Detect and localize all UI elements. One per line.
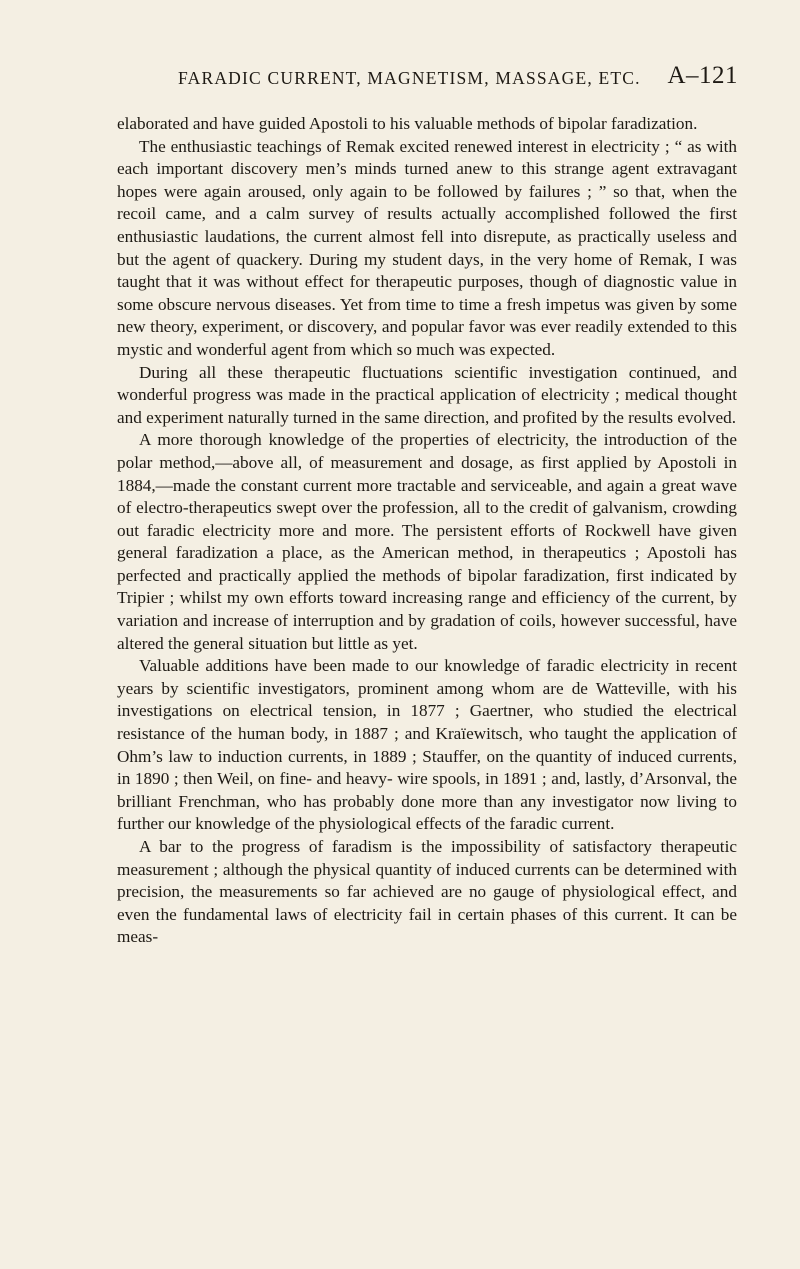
running-title: FARADIC CURRENT, MAGNETISM, MASSAGE, ETC. <box>178 68 641 88</box>
paragraph: elaborated and have guided Apostoli to his valuable methods of bipolar faradization. <box>117 114 698 133</box>
paragraph: The enthusiastic teachings of Remak excited renewed interest in electricity ; “ as with each important discovery men’s minds turned anew to this strange agent extravagant hopes were again aroused, only again to be followed by failures ; ” so that, when the recoil came, and a calm survey of results actually accomplished followed the first enthusiastic laudations, the current almost fell into disrepute, as practically useless and but the agent of quackery. During my student days, in the very home of Remak, I was taught that it was without effect for therapeutic purposes, though of diagnostic value in some obscure nervous diseases. Yet from time to time a fresh impetus was given by some new theory, experiment, or discovery, and popular favor was ever readily extended to this mystic and wonderful agent from which so much was expected. <box>117 136 737 359</box>
paragraph: During all these therapeutic fluctuations scientific investigation continued, and wonderful progress was made in the practical application of electricity ; medical thought and experiment naturally turned in the same direction, and profited by the results evolved. <box>117 362 737 427</box>
running-head <box>178 62 738 94</box>
paragraph: A bar to the progress of faradism is the impossibility of satisfactory therapeutic measurement ; although the physical quantity of induced currents can be determined with precision, the measurements so far achieved are no gauge of physiological effect, and even the fundamental laws of electricity fail in certain phases of this current. It can be meas- <box>117 837 737 947</box>
body-text <box>117 113 737 949</box>
paragraph: A more thorough knowledge of the properties of electricity, the introduction of the polar method,—above all, of measurement and dosage, as first applied by Apostoli in 1884,—made the constant current more tractable and serviceable, and again a great wave of electro-therapeutics swept over the profession, all to the credit of galvanism, crowding out faradic electricity more and more. The persistent efforts of Rockwell have given general faradization a place, as the American method, in therapeutics ; Apostoli has perfected and practically applied the methods of bipolar faradization, first indicated by Tripier ; whilst my own efforts toward increasing range and efficiency of the current, by variation and increase of interruption and by gradation of coils, however successful, have altered the general situation but little as yet. <box>117 430 737 653</box>
paragraph: Valuable additions have been made to our knowledge of faradic electricity in recent years by scientific investigators, prominent among whom are de Watteville, with his investigations on electrical tension, in 1877 ; Gaertner, who studied the electrical resistance of the human body, in 1887 ; and Kraïewitsch, who taught the application of Ohm’s law to induction currents, in 1889 ; Stauffer, on the quantity of induced currents, in 1890 ; then Weil, on fine- and heavy- wire spools, in 1891 ; and, lastly, d’Arsonval, the brilliant Frenchman, who has probably done more than any investigator now living to further our knowledge of the physiological effects of the faradic current. <box>117 656 737 834</box>
page-number: A–121 <box>667 62 738 89</box>
